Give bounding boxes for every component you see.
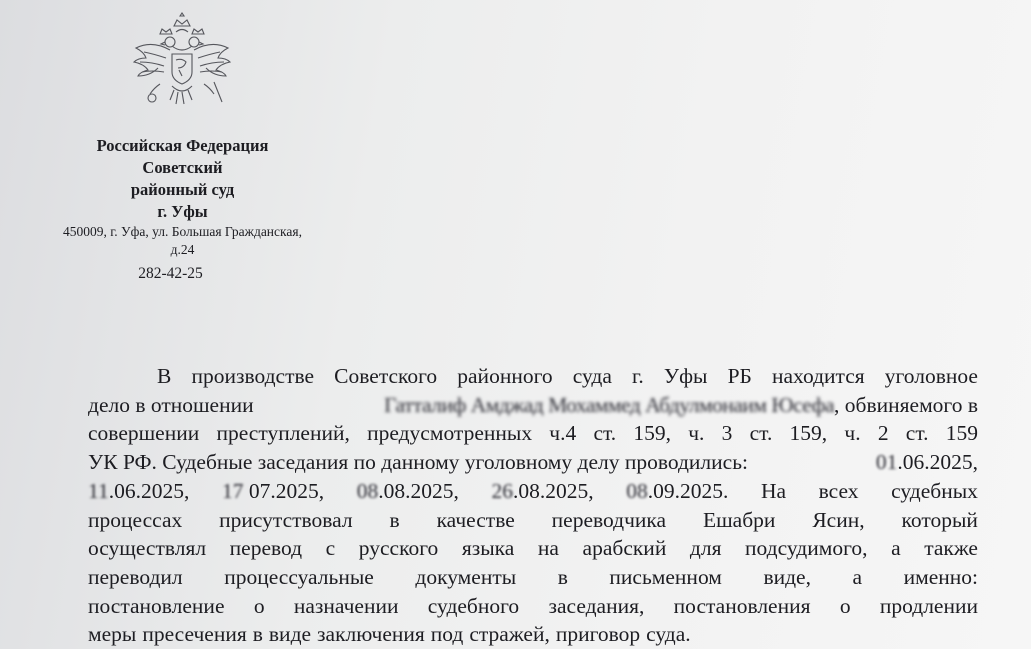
country-name: Российская Федерация [96,136,269,155]
paragraph-line-1 [88,362,978,391]
word: суда. [646,622,691,647]
court-header [20,135,345,285]
word: подсудимого, [745,536,868,561]
word: ст. [749,421,773,446]
word: который [901,507,978,532]
word: ст. [905,421,929,446]
text-fragment: , обвиняемого в [834,392,978,417]
paragraph-line-3 [88,419,978,448]
word: 159, [633,421,672,446]
date-fragment: 07.2025, [243,478,325,503]
word: пресечения [142,622,247,647]
text-fragment: дело в отношении [88,392,254,417]
word: судебного [427,593,520,618]
word: суда [572,364,612,388]
word: меры [88,622,137,647]
text-fragment: УК РФ. Судебные заседания по данному уголовному делу проводились: [88,450,748,475]
paragraph-line-8 [88,563,978,592]
paragraph-line-2 [88,391,978,420]
word: РБ [727,364,752,388]
word: продлении [879,593,978,618]
paragraph-line-7 [88,534,978,563]
word: предусмотренных [367,421,533,446]
court-name-line1: Советский [142,158,223,177]
word: заключения [317,622,425,647]
word: письменном [609,564,722,589]
word: также [924,536,978,561]
date-fragment: .06.2025, [108,478,190,503]
word: качестве [436,507,515,532]
redacted-day: 01 [875,450,898,475]
word: о [253,593,265,618]
court-name-line2: районный суд [130,180,235,199]
redacted-day: 08 [356,478,379,503]
word: находится [772,364,865,388]
word: в [389,507,400,532]
word: переводил [88,564,183,589]
word: именно: [903,564,978,589]
word: производстве [191,364,315,388]
word: арабский [582,536,667,561]
word: ч. [688,421,705,446]
word: приговор [555,622,641,647]
word: а [891,536,901,561]
redacted-name: Гатталиф Амджад Мохаммед Абдулмонаим Юсефа [384,392,835,417]
court-city: г. Уфы [157,202,208,221]
redacted-day: 11 [88,478,109,503]
word: районного [457,364,553,388]
word: г. [631,364,644,388]
word: виде, [763,564,811,589]
word: в [557,564,568,589]
text-fragment: .06.2025, [897,450,978,475]
paragraph-line-6 [88,506,978,535]
word: осуществлял [88,536,207,561]
word: русского [358,536,439,561]
word: преступлений, [216,421,350,446]
word: 159, [789,421,828,446]
redacted-day: 26 [491,478,513,503]
word: в [252,622,263,647]
word: судебных [891,478,978,503]
word: 3 [721,421,733,446]
word: заседания, [548,593,645,618]
word: постановление [88,593,225,618]
word: процессуальные [224,564,374,589]
word: для [689,536,722,561]
court-address: 450009, г. Уфа, ул. Большая Гражданская, [63,224,302,239]
word: назначении [293,593,399,618]
word: Ясин, [812,507,865,532]
word: на [537,536,559,561]
word: перевод [229,536,303,561]
paragraph-line-9 [88,592,978,621]
court-address-house: д.24 [170,242,195,257]
word: документы [415,564,517,589]
word: Советского [334,364,438,388]
court-phone: 282-42-25 [138,265,203,282]
redacted-day: 08 [626,478,648,503]
word: ч. [844,421,861,446]
word: стражей, [469,622,550,647]
word: языка [461,536,515,561]
word: процессах [88,507,183,532]
word: под [430,622,464,647]
word: а [852,564,863,589]
word: В [157,364,172,388]
date-fragment: .09.2025. [647,478,729,503]
paragraph-line-10 [88,620,978,649]
word: уголовное [884,364,978,388]
word: переводчика [551,507,667,532]
date-fragment: .08.2025, [378,478,459,503]
word: всех [818,478,859,503]
letter-body [88,362,978,649]
word: ст. [593,421,617,446]
word: присутствовал [219,507,353,532]
russian-coat-of-arms-icon [130,12,234,114]
redacted-day: 17 [221,478,244,503]
word: На [760,478,787,503]
paragraph-line-4 [88,448,978,477]
word: о [839,593,851,618]
word: Уфы [663,364,708,388]
word: ч.4 [549,421,577,446]
paragraph-line-5 [88,477,978,506]
word: совершении [88,421,200,446]
date-fragment: .08.2025, [512,478,594,503]
word: 159 [945,421,978,446]
word: постановления [673,593,811,618]
word: с [325,536,336,561]
word: виде [268,622,312,647]
word: Ешабри [702,507,776,532]
word: 2 [877,421,889,446]
